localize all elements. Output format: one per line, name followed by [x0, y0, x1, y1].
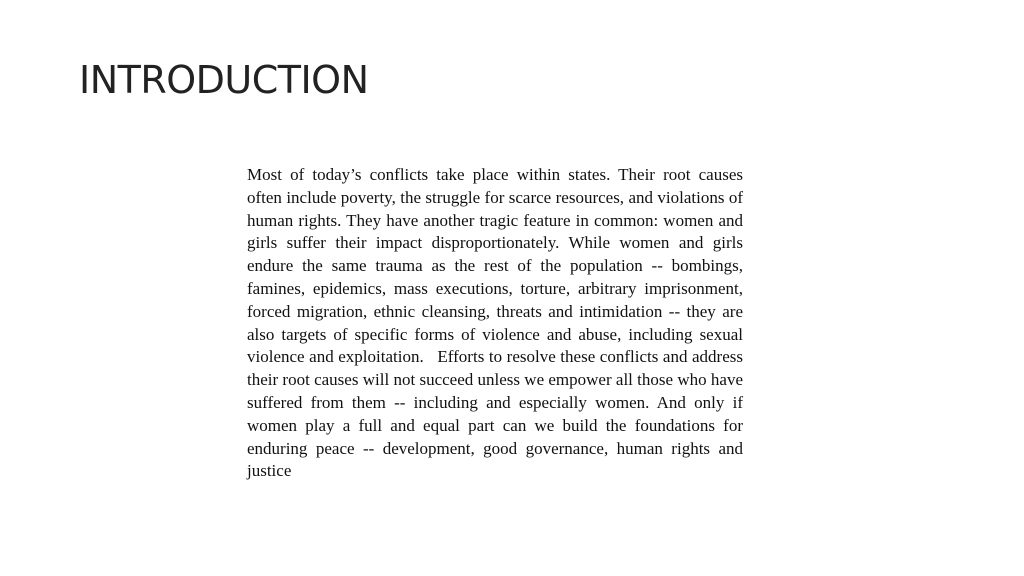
body-paragraph: Most of today’s conflicts take place within states. Their root causes often include poverty, the struggle for scarce resources, and violations of human rights. They have another tragic feature in common: women and girls suffer their impact disproportionately. While women and girls endure the same trauma as the rest of the population -- bombings, famines, epidemics, mass executions, torture, arbitrary imprisonment, forced migration, ethnic cleansing, threats and intimidation -- they are also targets of specific forms of violence and abuse, including sexual violence and exploitation. Efforts to resolve these conflicts and address their root causes will not succeed unless we empower all those who have suffered from them -- including and especially women. And only if women play a full and equal part can we build the foundations for enduring peace -- development, good governance, human rights and justice — [247, 165, 748, 481]
slide-title: INTRODUCTION — [79, 58, 369, 102]
